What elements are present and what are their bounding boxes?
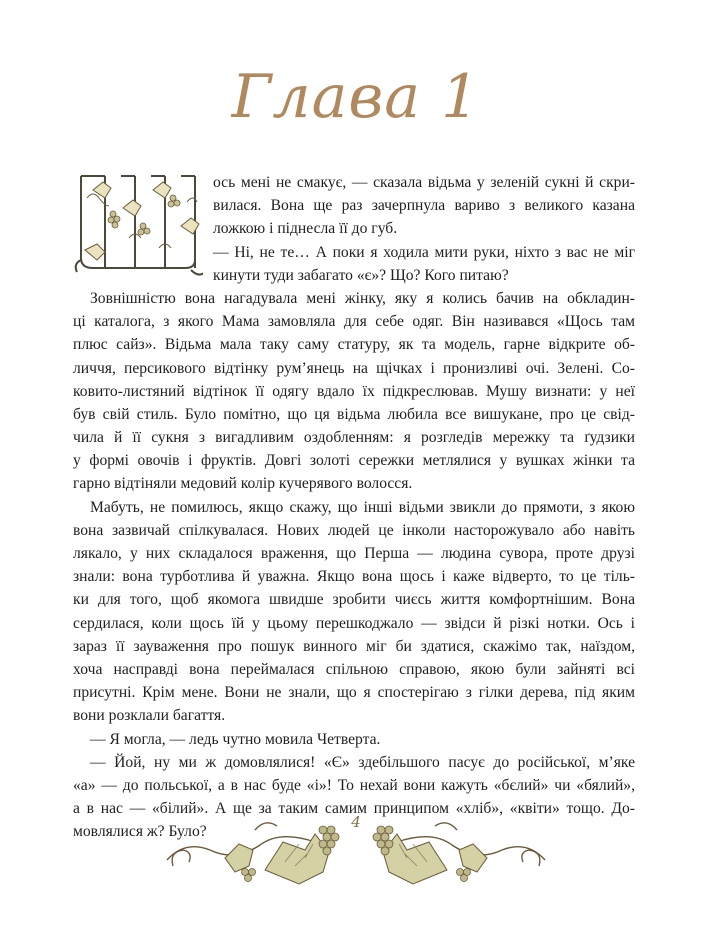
text-line: вони розклали багаття.	[73, 707, 226, 725]
text-line: ки для того, щоб якомога швидше зробити чиєсь життя комфортнішим. Вона	[73, 591, 635, 609]
text-line: сердилася, коли щось їй у цьому перешкоджало — звідси й різкі нотки. Ось і	[73, 614, 635, 632]
text-line: лякало, у них складалося враження, що Перша — людина сувора, проте друзі	[73, 545, 635, 562]
vine-ornament	[165, 800, 547, 890]
text-line: був свій стиль. Було помітно, що ця відьма любила все вишукане, про це свід-	[73, 405, 635, 423]
text-line: ковито-листяний відтінок її одягу вдало їх підкреслював. Мушу визнати: у неї	[73, 382, 635, 400]
text-line: чила й її сукня з вигадливим оздобленням: я розгледів мережку та ґудзики	[73, 429, 635, 447]
text-line: зараз її зауваження про пошук винного міг би здатися, скажімо так, наїздом,	[73, 637, 635, 655]
text-line: вона зазвичай спілкувалася. Нових людей це інколи насторожувало або навіть	[73, 521, 635, 539]
text-line: хоча насправді вона переймалася спільною справою, якою були зайняті всі	[73, 660, 635, 678]
text-line: кинути туди забагато «є»? Що? Кого питаю?	[213, 266, 509, 284]
text-line: а в нас — «білий». А ще за таким самим принципом «хліб», «квіти» тощо. До-	[73, 800, 635, 818]
text-line: знали: вона турботлива й уважна. Якщо вона щось і каже відверто, то це тіль-	[73, 568, 635, 586]
text-line: ложкою і піднесла її до губ.	[213, 220, 398, 238]
text-line: — Я могла, — ледь чутно мовила Четверта.	[90, 730, 381, 748]
text-line: личчя, персикового відтінку рум’янець на щічках і пронизливі очі. Зелені. Со-	[73, 359, 635, 377]
text-line: ось мені не смакує, — сказала відьма у зеленій сукні й скри-	[213, 174, 635, 191]
text-line: — Ні, не те… А поки я ходила мити руки, ніхто з вас не міг	[213, 243, 635, 261]
text-line: Мабуть, не помилюсь, якщо скажу, що інші відьми звикли до прямоти, з якою	[90, 498, 635, 516]
page-number: 4	[351, 813, 361, 831]
text-line: вилася. Вона ще раз зачерпнула вариво з великого казана	[213, 197, 635, 215]
text-line: «а» — до польської, а в нас буде «і»! То нехай вони кажуть «бєлий» чи «бялий»,	[73, 776, 635, 794]
text-line: плюс сайз». Відьма мала таку саму статуру, як та модель, гарне відкрите об-	[73, 336, 635, 354]
body-text	[73, 171, 635, 843]
text-line: мовлялися ж? Було?	[73, 823, 207, 841]
chapter-title: Глава 1	[231, 62, 481, 132]
text-line: ці каталога, з якого Мама замовляла для себе одяг. Він називався «Щось там	[73, 313, 635, 331]
text-line: — Йой, ну ми ж домовлялися! «Є» здебільшого пасує до російської, м’яке	[90, 753, 635, 771]
text-line: присутні. Крім мене. Вони не знали, що я спостерігаю з гілки дерева, під яким	[73, 684, 635, 702]
text-line: гарно відтіняли медовий колір кучерявого волосся.	[73, 475, 413, 493]
text-line: Зовнішністю вона нагадувала мені жінку, яку я колись бачив на обкладин-	[90, 289, 635, 307]
text-line: у формі овочів і фруктів. Довгі золоті сережки метлялися у вушках жінки та	[73, 452, 635, 470]
